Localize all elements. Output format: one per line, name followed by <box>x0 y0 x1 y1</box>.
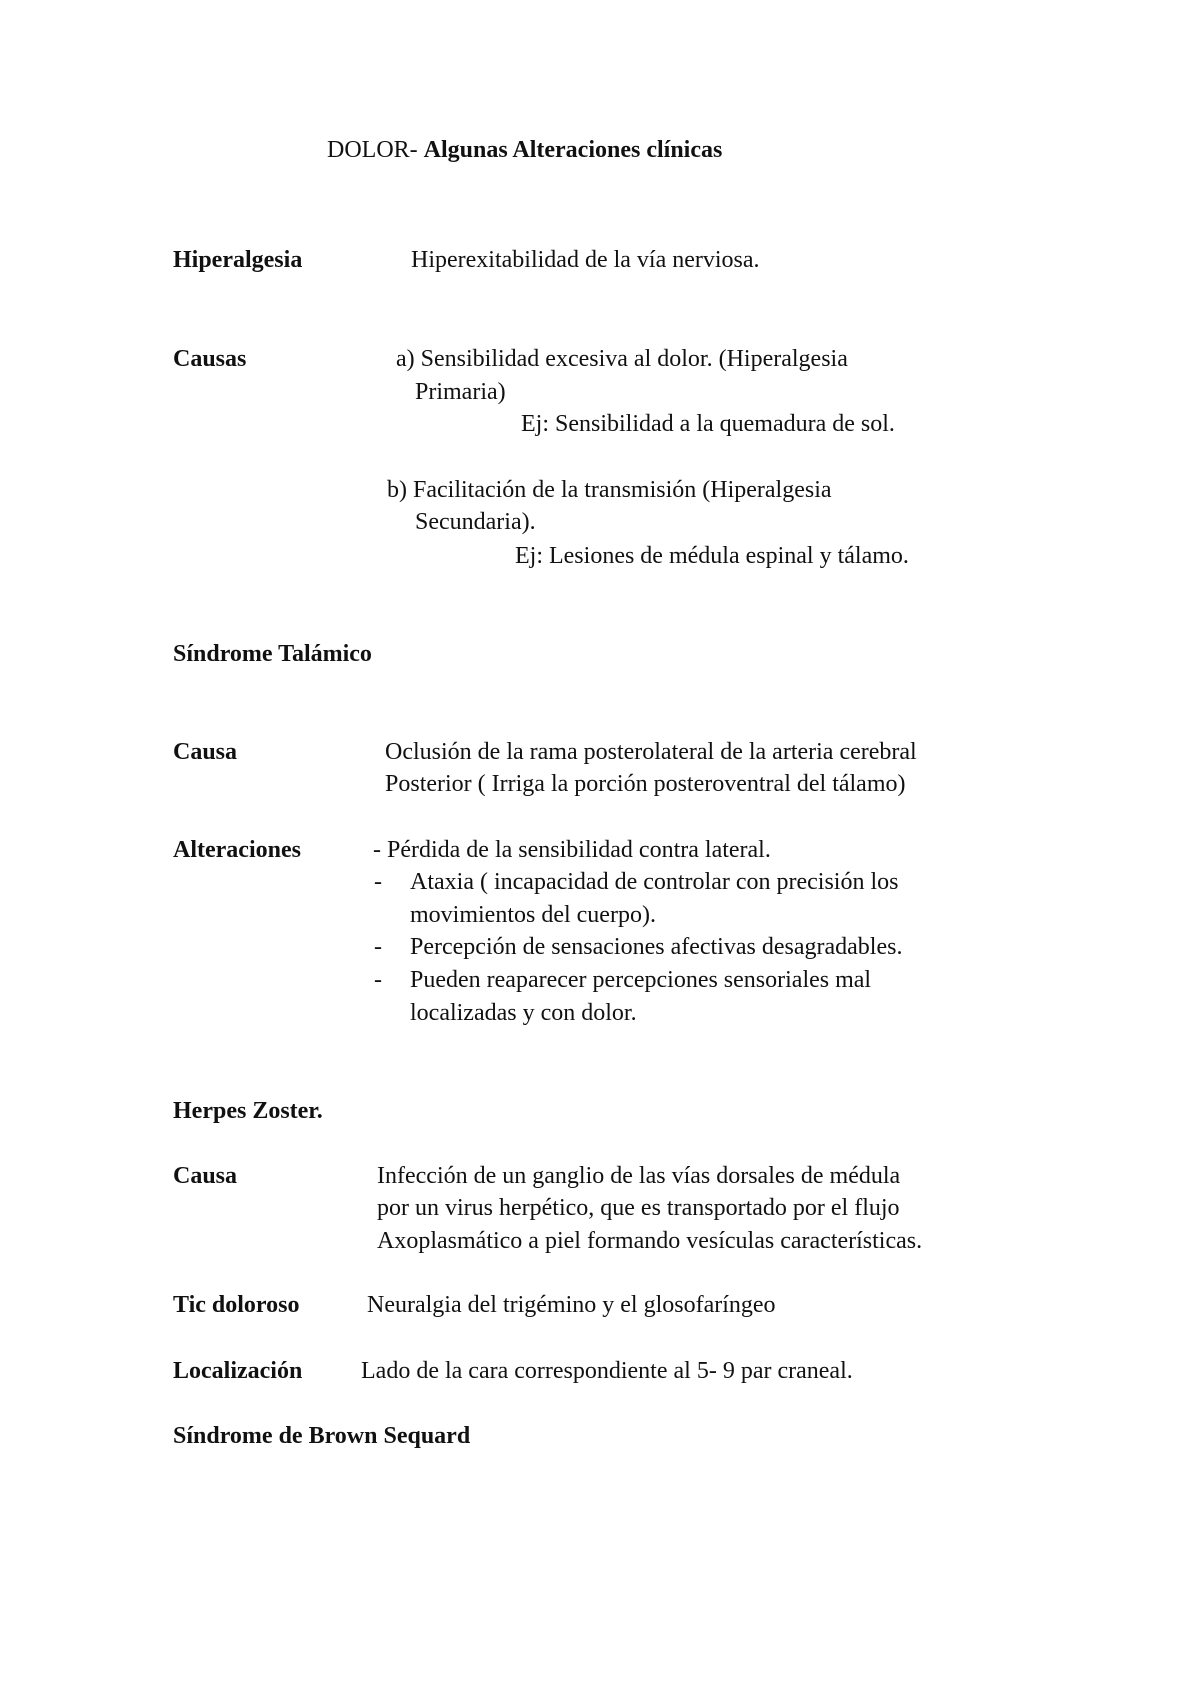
herpes-causa-line3: Axoplasmático a piel formando vesículas características. <box>377 1228 923 1254</box>
page-title <box>327 138 722 162</box>
title-main: Algunas Alteraciones clínicas <box>423 137 723 163</box>
alteracion-4-bullet: - <box>374 967 382 993</box>
talamico-causa-line1: Oclusión de la rama posterolateral de la arteria cerebral <box>385 739 917 765</box>
tic-text: Neuralgia del trigémino y el glosofaríngeo <box>367 1292 776 1318</box>
causa-b-line2: Secundaria). <box>415 509 536 535</box>
localizacion-text: Lado de la cara correspondiente al 5- 9 par craneal. <box>361 1358 853 1384</box>
alteracion-3-bullet: - <box>374 934 382 960</box>
alteracion-2-line2: movimientos del cuerpo). <box>410 902 656 928</box>
alteracion-2-bullet: - <box>374 869 382 895</box>
herpes-causa-label: Causa <box>173 1163 238 1189</box>
hiperalgesia-label: Hiperalgesia <box>173 247 303 273</box>
talamico-causa-line2: Posterior ( Irriga la porción posteroventral del tálamo) <box>385 771 906 797</box>
alteracion-4-line1: Pueden reaparecer percepciones sensoriales mal <box>410 967 872 993</box>
causa-a-line2: Primaria) <box>415 379 506 405</box>
herpes-heading: Herpes Zoster. <box>173 1098 323 1124</box>
alteracion-2-line1: Ataxia ( incapacidad de controlar con precisión los <box>410 869 899 895</box>
talamico-causa-label: Causa <box>173 739 238 765</box>
causas-label: Causas <box>173 346 247 372</box>
causa-b-line1: b) Facilitación de la transmisión (Hiperalgesia <box>387 477 832 503</box>
herpes-causa-line2: por un virus herpético, que es transportado por el flujo <box>377 1195 900 1221</box>
alteracion-3: Percepción de sensaciones afectivas desagradables. <box>410 934 903 960</box>
brown-sequard-heading: Síndrome de Brown Sequard <box>173 1423 471 1449</box>
localizacion-label: Localización <box>173 1358 303 1384</box>
causa-a-example: Ej: Sensibilidad a la quemadura de sol. <box>521 411 895 437</box>
alteracion-1: - Pérdida de la sensibilidad contra lateral. <box>373 837 771 863</box>
causa-a-line1: a) Sensibilidad excesiva al dolor. (Hiperalgesia <box>396 346 848 372</box>
alteraciones-label: Alteraciones <box>173 837 301 863</box>
causa-b-example: Ej: Lesiones de médula espinal y tálamo. <box>515 543 909 569</box>
alteracion-4-line2: localizadas y con dolor. <box>410 1000 637 1026</box>
title-prefix: DOLOR- <box>327 137 424 163</box>
tic-label: Tic doloroso <box>173 1292 300 1318</box>
talamico-heading: Síndrome Talámico <box>173 641 372 667</box>
hiperalgesia-definition: Hiperexitabilidad de la vía nerviosa. <box>411 247 760 273</box>
herpes-causa-line1: Infección de un ganglio de las vías dorsales de médula <box>377 1163 901 1189</box>
